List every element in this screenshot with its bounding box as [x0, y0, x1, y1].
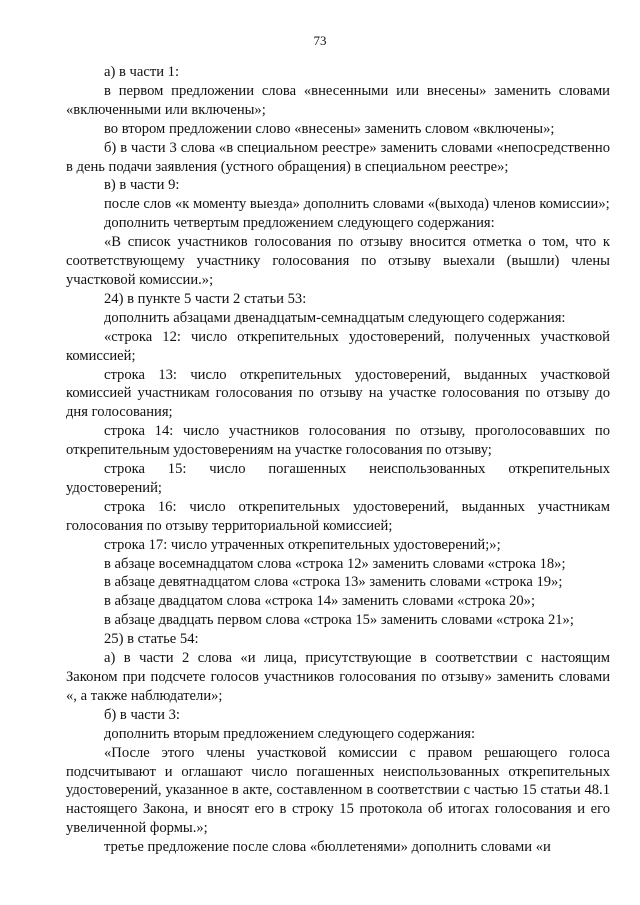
paragraph: третье предложение после слова «бюллетенями» дополнить словами «и: [104, 839, 551, 856]
paragraph: «После этого члены участковой комиссии с правом решающего голоса подсчитывают и оглашают число погашенных неиспользованных открепительных удостоверений, указанное в акте, составленном в соответствии с частью 15 статьи 48.1 настоящего Закона, и вносят его в строку 15 протокола об итогах голосования и его увеличенной формы.»;: [66, 744, 610, 837]
paragraph: в абзаце двадцать первом слова «строка 15» заменить словами «строка 21»;: [104, 612, 574, 629]
paragraph: строка 14: число участников голосования по отзыву, проголосовавших по открепительным удостоверениям на участке голосования по отзыву;: [66, 423, 610, 459]
paragraph: во втором предложении слово «внесены» заменить словом «включены»;: [104, 120, 555, 137]
paragraph: а) в части 1:: [104, 64, 180, 80]
paragraph: «строка 12: число открепительных удостоверений, полученных участковой комиссией;: [66, 328, 610, 364]
paragraph: дополнить вторым предложением следующего содержания:: [104, 725, 476, 742]
page-number: 73: [313, 33, 327, 48]
paragraph: 24) в пункте 5 части 2 статьи 53:: [104, 290, 307, 307]
paragraph: «В список участников голосования по отзыву вносится отметка о том, что к соответствующему участнику голосования по отзыву выехали (вышли) члены участковой комиссии.»;: [66, 234, 610, 288]
paragraph: в первом предложении слова «внесенными или внесены» заменить словами «включенными или включены»;: [66, 82, 610, 118]
paragraph: строка 13: число открепительных удостоверений, выданных участковой комиссией участникам голосования по отзыву на участке голосования по отзыву до дня голосования;: [66, 366, 610, 421]
paragraph: 25) в статье 54:: [104, 631, 199, 648]
paragraph: строка 15: число погашенных неиспользованных открепительных удостоверений;: [66, 461, 610, 496]
paragraph: в абзаце восемнадцатом слова «строка 12» заменить словами «строка 18»;: [104, 555, 566, 572]
paragraph: дополнить абзацами двенадцатым-семнадцатым следующего содержания:: [104, 309, 566, 326]
paragraph: б) в части 3:: [104, 706, 180, 723]
paragraph: строка 16: число открепительных удостоверений, выданных участникам голосования по отзыву территориальной комиссией;: [66, 498, 610, 534]
paragraph: после слов «к моменту выезда» дополнить словами «(выхода) членов комиссии»;: [104, 196, 610, 213]
paragraph: а) в части 2 слова «и лица, присутствующие в соответствии с настоящим Законом при подсчете голосов участников голосования по отзыву» заменить словами «, а также наблюдатели»;: [66, 650, 610, 704]
paragraph: в абзаце двадцатом слова «строка 14» заменить словами «строка 20»;: [104, 593, 536, 610]
paragraph: в абзаце девятнадцатом слова «строка 13» заменить словами «строка 19»;: [104, 574, 563, 591]
paragraph: б) в части 3 слова «в специальном реестре» заменить словами «непосредственно в день подачи заявления (устного обращения) в специальном реестре»;: [66, 139, 610, 175]
paragraph: строка 17: число утраченных открепительных удостоверений;»;: [104, 536, 501, 553]
paragraph: в) в части 9:: [104, 177, 180, 194]
document-body: [66, 63, 610, 857]
paragraph: дополнить четвертым предложением следующего содержания:: [104, 215, 495, 232]
